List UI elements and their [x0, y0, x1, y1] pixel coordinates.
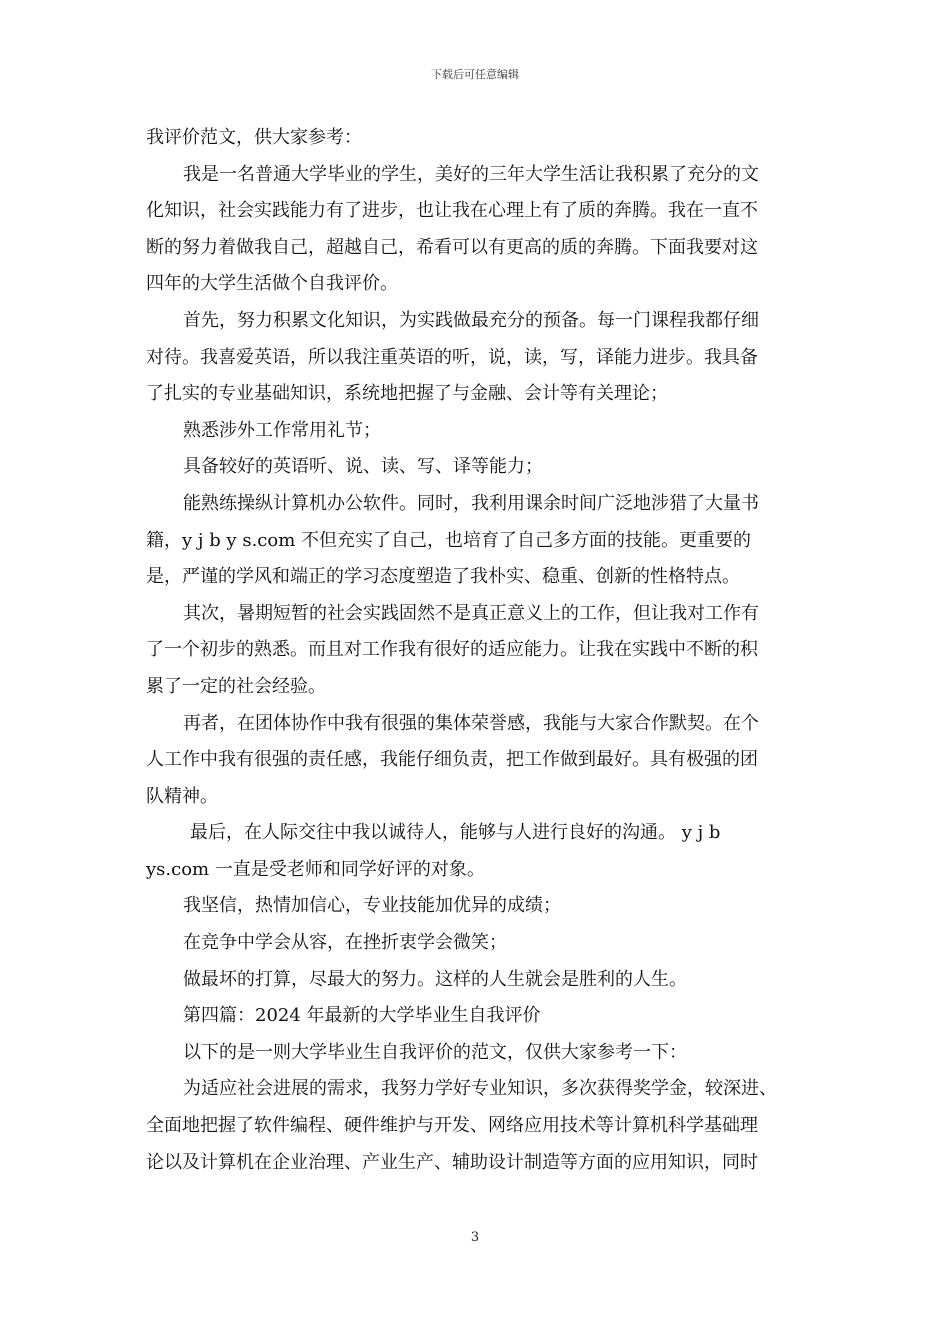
text-line: 最后，在人际交往中我以诚待人，能够与人进行良好的沟通。 y j b	[190, 822, 721, 844]
page-header: 下载后可任意编辑	[431, 68, 519, 81]
text-line: 对待。我喜爱英语，所以我注重英语的听，说，读，写，译能力进步。我具备	[146, 346, 758, 368]
text-line: 再者，在团体协作中我有很强的集体荣誉感，我能与大家合作默契。在个	[183, 712, 759, 734]
text-line: 化知识，社会实践能力有了进步，也让我在心理上有了质的奔腾。我在一直不	[146, 200, 758, 222]
text-line: 在竞争中学会从容，在挫折衷学会微笑；	[183, 932, 507, 954]
text-line: 具备较好的英语听、说、读、写、译等能力；	[183, 456, 543, 478]
text-line: 了一个初步的熟悉。而且对工作我有很好的适应能力。让我在实践中不断的积	[146, 639, 758, 661]
text-line: 队精神。	[146, 785, 218, 807]
text-line: 首先，努力积累文化知识，为实践做最充分的预备。每一门课程我都仔细	[183, 309, 759, 331]
text-line: 以下的是一则大学毕业生自我评价的范文，仅供大家参考一下：	[183, 1041, 687, 1063]
text-line: 其次，暑期短暂的社会实践固然不是真正意义上的工作，但让我对工作有	[183, 602, 759, 624]
page-number: 3	[470, 1230, 480, 1245]
text-line: 能熟练操纵计算机办公软件。同时，我利用课余时间广泛地涉猎了大量书	[183, 492, 759, 514]
text-line: 人工作中我有很强的责任感，我能仔细负责，把工作做到最好。具有极强的团	[146, 749, 758, 771]
text-line: 熟悉涉外工作常用礼节；	[183, 419, 381, 441]
text-line: 为适应社会进展的需求，我努力学好专业知识，多次获得奖学金，较深进、	[183, 1078, 777, 1100]
document-body	[146, 120, 816, 1181]
text-line: 全面地把握了软件编程、硬件维护与开发、网络应用技术等计算机科学基础理	[146, 1115, 758, 1137]
text-line: 我评价范文，供大家参考：	[146, 127, 362, 148]
text-line: 四年的大学生活做个自我评价。	[146, 273, 398, 295]
text-line: 我是一名普通大学毕业的学生，美好的三年大学生活让我积累了充分的文	[183, 163, 759, 185]
text-line: ys.com 一直是受老师和同学好评的对象。	[146, 858, 485, 880]
text-line: 断的努力着做我自己，超越自己，希看可以有更高的质的奔腾。下面我要对这	[146, 236, 758, 258]
text-line: 我坚信，热情加信心，专业技能加优异的成绩；	[183, 895, 561, 917]
text-line: 做最坏的打算，尽最大的努力。这样的人生就会是胜利的人生。	[183, 968, 687, 990]
section-heading: 第四篇：2024 年最新的大学毕业生自我评价	[183, 1005, 541, 1027]
text-line: 累了一定的社会经验。	[146, 675, 326, 697]
text-line: 是，严谨的学风和端正的学习态度塑造了我朴实、稳重、创新的性格特点。	[146, 566, 740, 588]
text-line: 籍，y j b y s.com 不但充实了自己，也培育了自己多方面的技能。更重要的	[146, 529, 751, 551]
text-line: 论以及计算机在企业治理、产业生产、辅助设计制造等方面的应用知识，同时	[146, 1151, 758, 1173]
text-line: 了扎实的专业基础知识，系统地把握了与金融、会计等有关理论；	[146, 383, 668, 405]
